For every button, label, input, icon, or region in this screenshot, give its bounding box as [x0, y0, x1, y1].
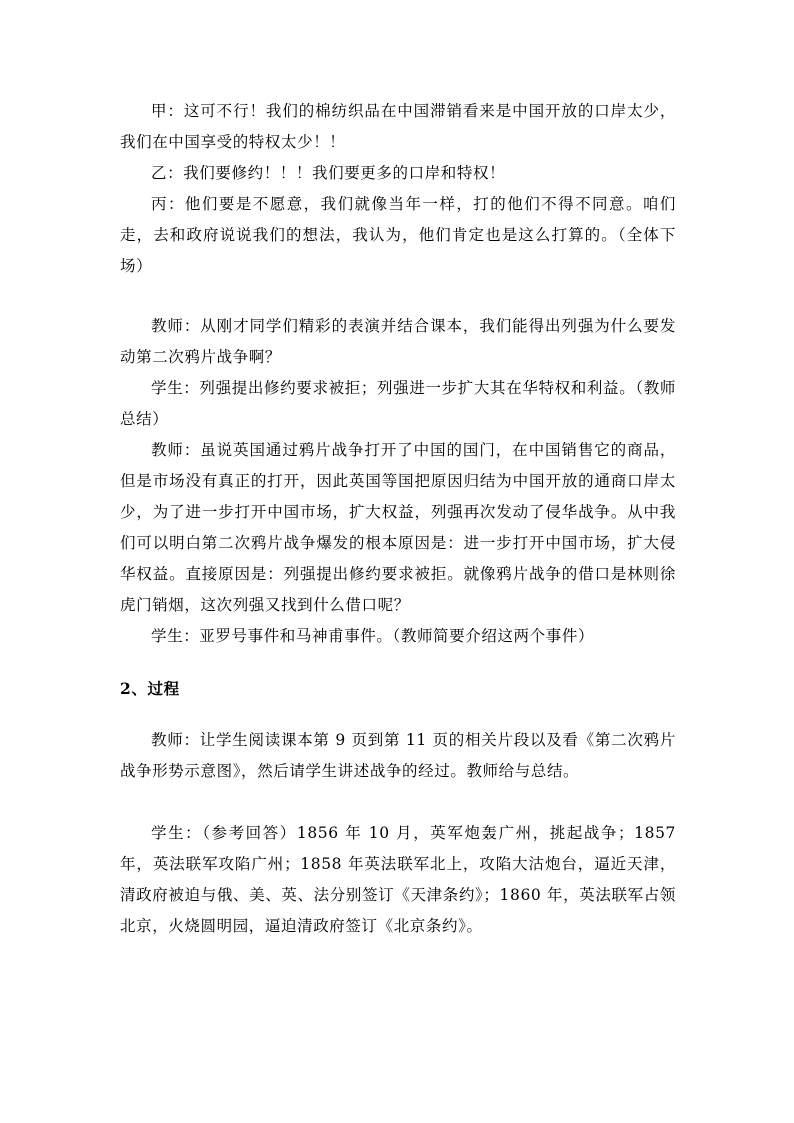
student-reference-answer: 学生：（参考回答）1856 年 10 月，英军炮轰广州，挑起战争；1857 年，英法联军攻陷广州；1858 年英法联军北上，攻陷大沽炮台，逼近天津，清政府被迫与俄、美、英、法分别签订《天津条约》；1860 年，英法联军占领北京，火烧圆明园，逼迫清政府签订《北京条约》。 [120, 824, 676, 935]
teacher-summary: 教师：虽说英国通过鸦片战争打开了中国的国门，在中国销售它的商品，但是市场没有真正的打开，因此英国等国把原因归结为中国开放的通商口岸太少，为了进一步打开中国市场，扩大权益，列强再次发动了侵华战争。从中我们可以明白第二次鸦片战争爆发的根本原因是：进一步打开中国市场，扩大侵华权益。直接原因是：列强提出修约要求被拒。就像鸦片战争的借口是林则徐虎门销烟，这次列强又找到什么借口呢？ [120, 441, 676, 614]
dialogue-bing: 丙：他们要是不愿意，我们就像当年一样，打的他们不得不同意。咱们走，去和政府说说我们的想法，我认为，他们肯定也是这么打算的。（全体下场） [120, 195, 676, 275]
student-reply: 学生：亚罗号事件和马神甫事件。（教师简要介绍这两个事件） [151, 627, 595, 645]
teacher-instruction: 教师：让学生阅读课本第 9 页到第 11 页的相关片段以及看《第二次鸦片战争形势示意图》，然后请学生讲述战争的经过。教师给与总结。 [120, 731, 676, 780]
dialogue-yi: 乙：我们要修约！！！我们要更多的口岸和特权！ [151, 164, 506, 182]
student-answer: 学生：列强提出修约要求被拒；列强进一步扩大其在华特权和利益。（教师总结） [120, 379, 676, 428]
teacher-question: 教师：从刚才同学们精彩的表演并结合课本，我们能得出列强为什么要发动第二次鸦片战争啊？ [120, 317, 676, 366]
dialogue-jia: 甲：这可不行！我们的棉纺织品在中国滞销看来是中国开放的口岸太少，我们在中国享受的特权太少！！ [120, 102, 676, 151]
section-heading: 2、过程 [120, 679, 180, 698]
